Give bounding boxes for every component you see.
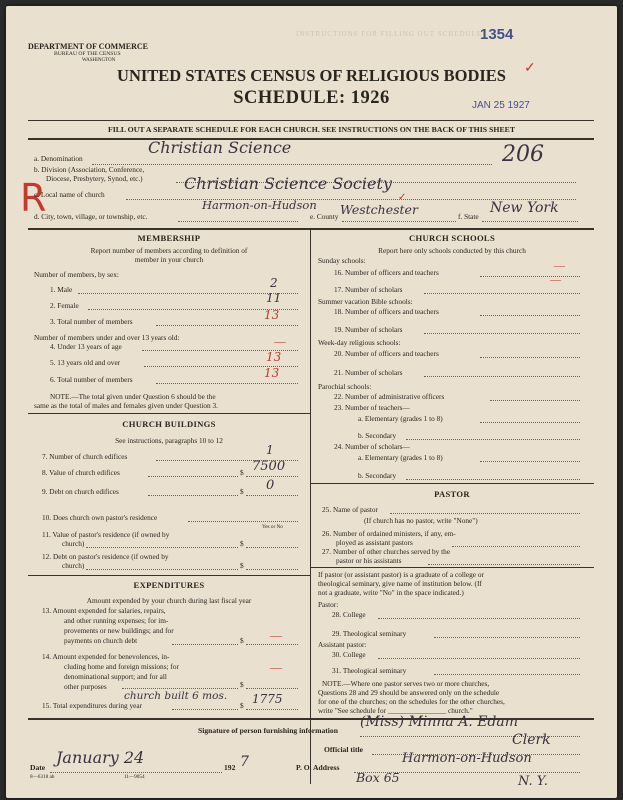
- q15-dollar: $: [240, 701, 244, 710]
- q14-amount-line: [246, 688, 298, 689]
- q13-line-1: 13. Amount expended for salaries, repairs,: [42, 606, 166, 615]
- q3-label: 3. Total number of members: [50, 317, 133, 326]
- q21-line: [424, 376, 580, 377]
- signature-label: Signature of person furnishing information: [198, 726, 338, 735]
- q29-line: [434, 637, 580, 638]
- q9-line: [148, 495, 238, 496]
- q27-line: [428, 564, 580, 565]
- q1-label: 1. Male: [50, 285, 73, 294]
- date-year-prefix: 192: [224, 763, 236, 772]
- q14-line-3: denominational support; and for all: [64, 672, 167, 681]
- q20-line: [480, 357, 580, 358]
- q16-label: 16. Number of officers and teachers: [334, 268, 439, 277]
- pastor-title: PASTOR: [434, 489, 470, 499]
- q24b-line: [406, 479, 580, 480]
- buildings-bottom-rule: [28, 575, 310, 576]
- city-label: d. City, town, village, or township, etc.: [34, 212, 148, 221]
- q11-label-2: church): [62, 539, 85, 548]
- schedule-title: SCHEDULE: 1926: [233, 88, 390, 108]
- form-code-1: 8—6318 ab: [30, 774, 55, 780]
- q25-label: 25. Name of pastor: [322, 505, 378, 514]
- q2-label: 2. Female: [50, 301, 79, 310]
- schools-intro: Report here only schools conducted by this church: [378, 246, 526, 255]
- q23a-line: [480, 422, 580, 423]
- q8-amount-line: [246, 476, 298, 477]
- q12-label: 12. Debt on pastor's residence (if owned by: [42, 552, 169, 561]
- q1-value: 2: [270, 276, 278, 290]
- q13-line: [172, 644, 238, 645]
- q5-value: 13: [266, 350, 282, 364]
- date-year-suffix: 7: [240, 754, 249, 770]
- po-address-value-1: Harmon-on-Hudson: [402, 751, 532, 766]
- q27-label-2: pastor or his assistants: [336, 556, 402, 565]
- signature-value: (Miss) Minna A. Edam: [360, 714, 519, 730]
- q23-label: 23. Number of teachers—: [334, 403, 410, 412]
- q23b-label: b. Secondary: [358, 431, 397, 440]
- q14-dash: —: [270, 660, 282, 674]
- received-date-stamp: JAN 25 1927: [472, 100, 530, 111]
- membership-intro-1: Report number of members according to definition of: [90, 246, 248, 255]
- local-name-value: Christian Science Society: [184, 174, 392, 193]
- q13-line-4: payments on church debt: [64, 636, 138, 645]
- date-label: Date: [30, 763, 46, 772]
- grid-center-rule: [310, 228, 311, 784]
- sunday-schools-label: Sunday schools:: [318, 256, 366, 265]
- state-value: New York: [490, 200, 559, 216]
- county-line: [342, 221, 456, 222]
- q13-dollar: $: [240, 636, 244, 645]
- q19-label: 19. Number of scholars: [334, 325, 403, 334]
- form-title: UNITED STATES CENSUS OF RELIGIOUS BODIES: [117, 66, 506, 85]
- q9-dollar: $: [240, 487, 244, 496]
- division-label: b. Division (Association, Conference,: [34, 165, 145, 174]
- q15-line: [172, 709, 238, 710]
- membership-title: MEMBERSHIP: [137, 233, 201, 243]
- q12-line: [86, 569, 238, 570]
- q3-value: 13: [264, 308, 280, 322]
- pastor-note-3: for one of the churches; on the schedules for the other churches,: [318, 697, 505, 706]
- instruction-line: FILL OUT A SEPARATE SCHEDULE FOR EACH CHURCH. SEE INSTRUCTIONS ON THE BACK OF THIS SHEET: [107, 125, 516, 134]
- date-value: January 24: [56, 748, 145, 767]
- q7-label: 7. Number of church edifices: [42, 452, 128, 461]
- buildings-title: CHURCH BUILDINGS: [122, 419, 216, 429]
- county-label: e. County: [310, 212, 339, 221]
- q31-line: [434, 674, 580, 675]
- pastor-label: Pastor:: [318, 600, 339, 609]
- q23a-label: a. Elementary (grades 1 to 8): [358, 414, 443, 423]
- q10-yes-no: Yes or No: [262, 524, 283, 530]
- q9-amount-line: [246, 495, 298, 496]
- q13-line-2: and other running expenses; for im-: [64, 616, 169, 625]
- q4-label: 4. Under 13 years of age: [50, 342, 122, 351]
- q24b-label: b. Secondary: [358, 471, 397, 480]
- pastor-note-2: Questions 28 and 29 should be answered only on the schedule: [318, 688, 500, 697]
- membership-bottom-rule: [28, 413, 310, 414]
- q15-annotation: church built 6 mos.: [124, 690, 228, 702]
- q24-label: 24. Number of scholars—: [334, 442, 410, 451]
- members-by-sex-label: Number of members, by sex:: [34, 270, 119, 279]
- q9-label: 9. Debt on church edifices: [42, 487, 119, 496]
- local-name-label: c. Local name of church: [34, 190, 105, 199]
- bureau-city: WASHINGTON: [82, 58, 116, 63]
- q6-label: 6. Total number of members: [50, 375, 133, 384]
- age-label: Number of members under and over 13 years old:: [34, 333, 180, 342]
- q28-label: 28. College: [332, 610, 366, 619]
- schools-bottom-rule: [310, 483, 594, 484]
- expenditures-intro: Amount expended by your church during last fiscal year: [86, 596, 252, 605]
- department-name: DEPARTMENT OF COMMERCE: [28, 42, 149, 51]
- q12-label-2: church): [62, 561, 85, 570]
- pastor-note-4: write "See schedule for ________________ church.": [318, 706, 473, 715]
- city-line: [178, 221, 298, 222]
- q23b-line: [406, 439, 580, 440]
- summer-schools-label: Summer vacation Bible schools:: [318, 297, 413, 306]
- q6-value: 13: [264, 366, 280, 380]
- q5-label: 5. 13 years old and over: [50, 358, 121, 367]
- q22-line: [490, 400, 580, 401]
- q7-value: 1: [266, 443, 274, 457]
- q30-line: [378, 658, 580, 659]
- q11-line: [86, 547, 238, 548]
- q15-label: 15. Total expenditures during year: [42, 701, 143, 710]
- pastor-note-1: NOTE.—Where one pastor serves two or more churches,: [322, 679, 490, 688]
- header-rule-2: [28, 138, 594, 140]
- q14-line-1: 14. Amount expended for benevolences, in-: [42, 652, 170, 661]
- q11-amount-line: [246, 547, 298, 548]
- graduate-note-1: If pastor (or assistant pastor) is a graduate of a college or: [318, 570, 484, 579]
- bureau-name: BUREAU OF THE CENSUS: [54, 51, 121, 57]
- q12-dollar: $: [240, 561, 244, 570]
- pastor-divider: [310, 567, 594, 568]
- q30-label: 30. College: [332, 650, 366, 659]
- division-label-2: Diocese, Presbytery, Synod, etc.): [46, 174, 143, 183]
- grid-top-rule: [28, 228, 594, 230]
- po-address-value-2: Box 65: [356, 770, 400, 785]
- q13-amount-line: [246, 644, 298, 645]
- official-title-label: Official title: [324, 745, 364, 754]
- q15-amount-line: [246, 709, 298, 710]
- red-r-mark: R: [20, 176, 47, 220]
- membership-intro-2: member in your church: [134, 255, 204, 264]
- q14-line-2: cluding home and foreign missions; for: [64, 662, 179, 671]
- po-address-value-3: N. Y.: [518, 774, 548, 789]
- check-mark: ✓: [524, 61, 536, 76]
- schedule-number-stamp: 1354: [480, 26, 514, 43]
- q26-line: [452, 546, 580, 547]
- expenditures-title: EXPENDITURES: [133, 580, 205, 590]
- q26-label-2: ployed as assistant pastors: [336, 538, 413, 547]
- q29-label: 29. Theological seminary: [332, 629, 407, 638]
- graduate-note-2: theological seminary, give name of institution below. (If: [318, 579, 482, 588]
- q11-label: 11. Value of pastor's residence (if owned by: [42, 530, 170, 539]
- q17-label: 17. Number of scholars: [334, 285, 403, 294]
- q20-label: 20. Number of officers and teachers: [334, 349, 439, 358]
- assistant-pastor-label: Assistant pastor:: [318, 640, 367, 649]
- q16-line: [480, 276, 580, 277]
- q26-label: 26. Number of ordained ministers, if any, em-: [322, 529, 456, 538]
- q25-line: [390, 513, 580, 514]
- state-line: [482, 221, 578, 222]
- schools-title: CHURCH SCHOOLS: [408, 233, 496, 243]
- bleed-through-text: INSTRUCTIONS FOR FILLING OUT SCHEDULE: [296, 30, 483, 38]
- q14-dollar: $: [240, 680, 244, 689]
- form-code-2: 11—9054: [124, 774, 145, 780]
- q2-value: 11: [266, 291, 282, 305]
- official-title-value: Clerk: [512, 732, 551, 748]
- q11-dollar: $: [240, 539, 244, 548]
- q14-line-4: other purposes: [64, 682, 107, 691]
- q8-dollar: $: [240, 468, 244, 477]
- q18-label: 18. Number of officers and teachers: [334, 307, 439, 316]
- census-schedule-form: [6, 6, 617, 798]
- denomination-label: a. Denomination: [34, 154, 83, 163]
- q24a-label: a. Elementary (grades 1 to 8): [358, 453, 443, 462]
- buildings-intro: See instructions, paragraphs 10 to 12: [115, 436, 223, 445]
- q17-dash: —: [550, 274, 561, 286]
- denomination-value: Christian Science: [148, 138, 292, 157]
- q13-dash: —: [270, 628, 282, 642]
- q17-line: [424, 293, 580, 294]
- q25-note: (If church has no pastor, write "None"): [364, 516, 478, 525]
- q28-line: [378, 618, 580, 619]
- q8-value: 7500: [252, 459, 286, 474]
- header-rule: [28, 120, 594, 121]
- parochial-schools-label: Parochial schools:: [318, 382, 372, 391]
- q19-line: [424, 333, 580, 334]
- denomination-line: [92, 164, 492, 165]
- county-value: Westchester: [340, 202, 418, 217]
- q3-line: [156, 325, 298, 326]
- q10-line: [188, 521, 298, 522]
- q1-line: [78, 293, 298, 294]
- date-line: [50, 772, 222, 773]
- po-address-label: P. O. Address: [296, 763, 340, 772]
- q16-dash: —: [554, 260, 565, 272]
- membership-note-1: NOTE.—The total given under Question 6 should be the: [50, 392, 216, 401]
- q13-line-3: provements or new buildings; and for: [64, 626, 174, 635]
- q9-value: 0: [266, 478, 275, 493]
- q4-value: —: [274, 334, 286, 348]
- local-name-check: ✓: [398, 192, 407, 203]
- state-label: f. State: [458, 212, 479, 221]
- q24a-line: [480, 461, 580, 462]
- membership-note-2: same as the total of males and females given under Question 3.: [34, 401, 218, 410]
- q31-label: 31. Theological seminary: [332, 666, 407, 675]
- q10-label: 10. Does church own pastor's residence: [42, 513, 158, 522]
- denomination-code: 206: [502, 142, 544, 167]
- q18-line: [480, 315, 580, 316]
- graduate-note-3: not a graduate, write "No" in the space indicated.): [318, 588, 464, 597]
- q22-label: 22. Number of administrative officers: [334, 392, 445, 401]
- city-value: Harmon-on-Hudson: [202, 198, 317, 212]
- q21-label: 21. Number of scholars: [334, 368, 403, 377]
- q6-line: [156, 383, 298, 384]
- q14-line: [122, 688, 238, 689]
- q27-label: 27. Number of other churches served by the: [322, 547, 451, 556]
- q15-value: 1775: [252, 692, 283, 706]
- q12-amount-line: [246, 569, 298, 570]
- q8-label: 8. Value of church edifices: [42, 468, 120, 477]
- weekday-schools-label: Week-day religious schools:: [318, 338, 401, 347]
- q8-line: [148, 476, 238, 477]
